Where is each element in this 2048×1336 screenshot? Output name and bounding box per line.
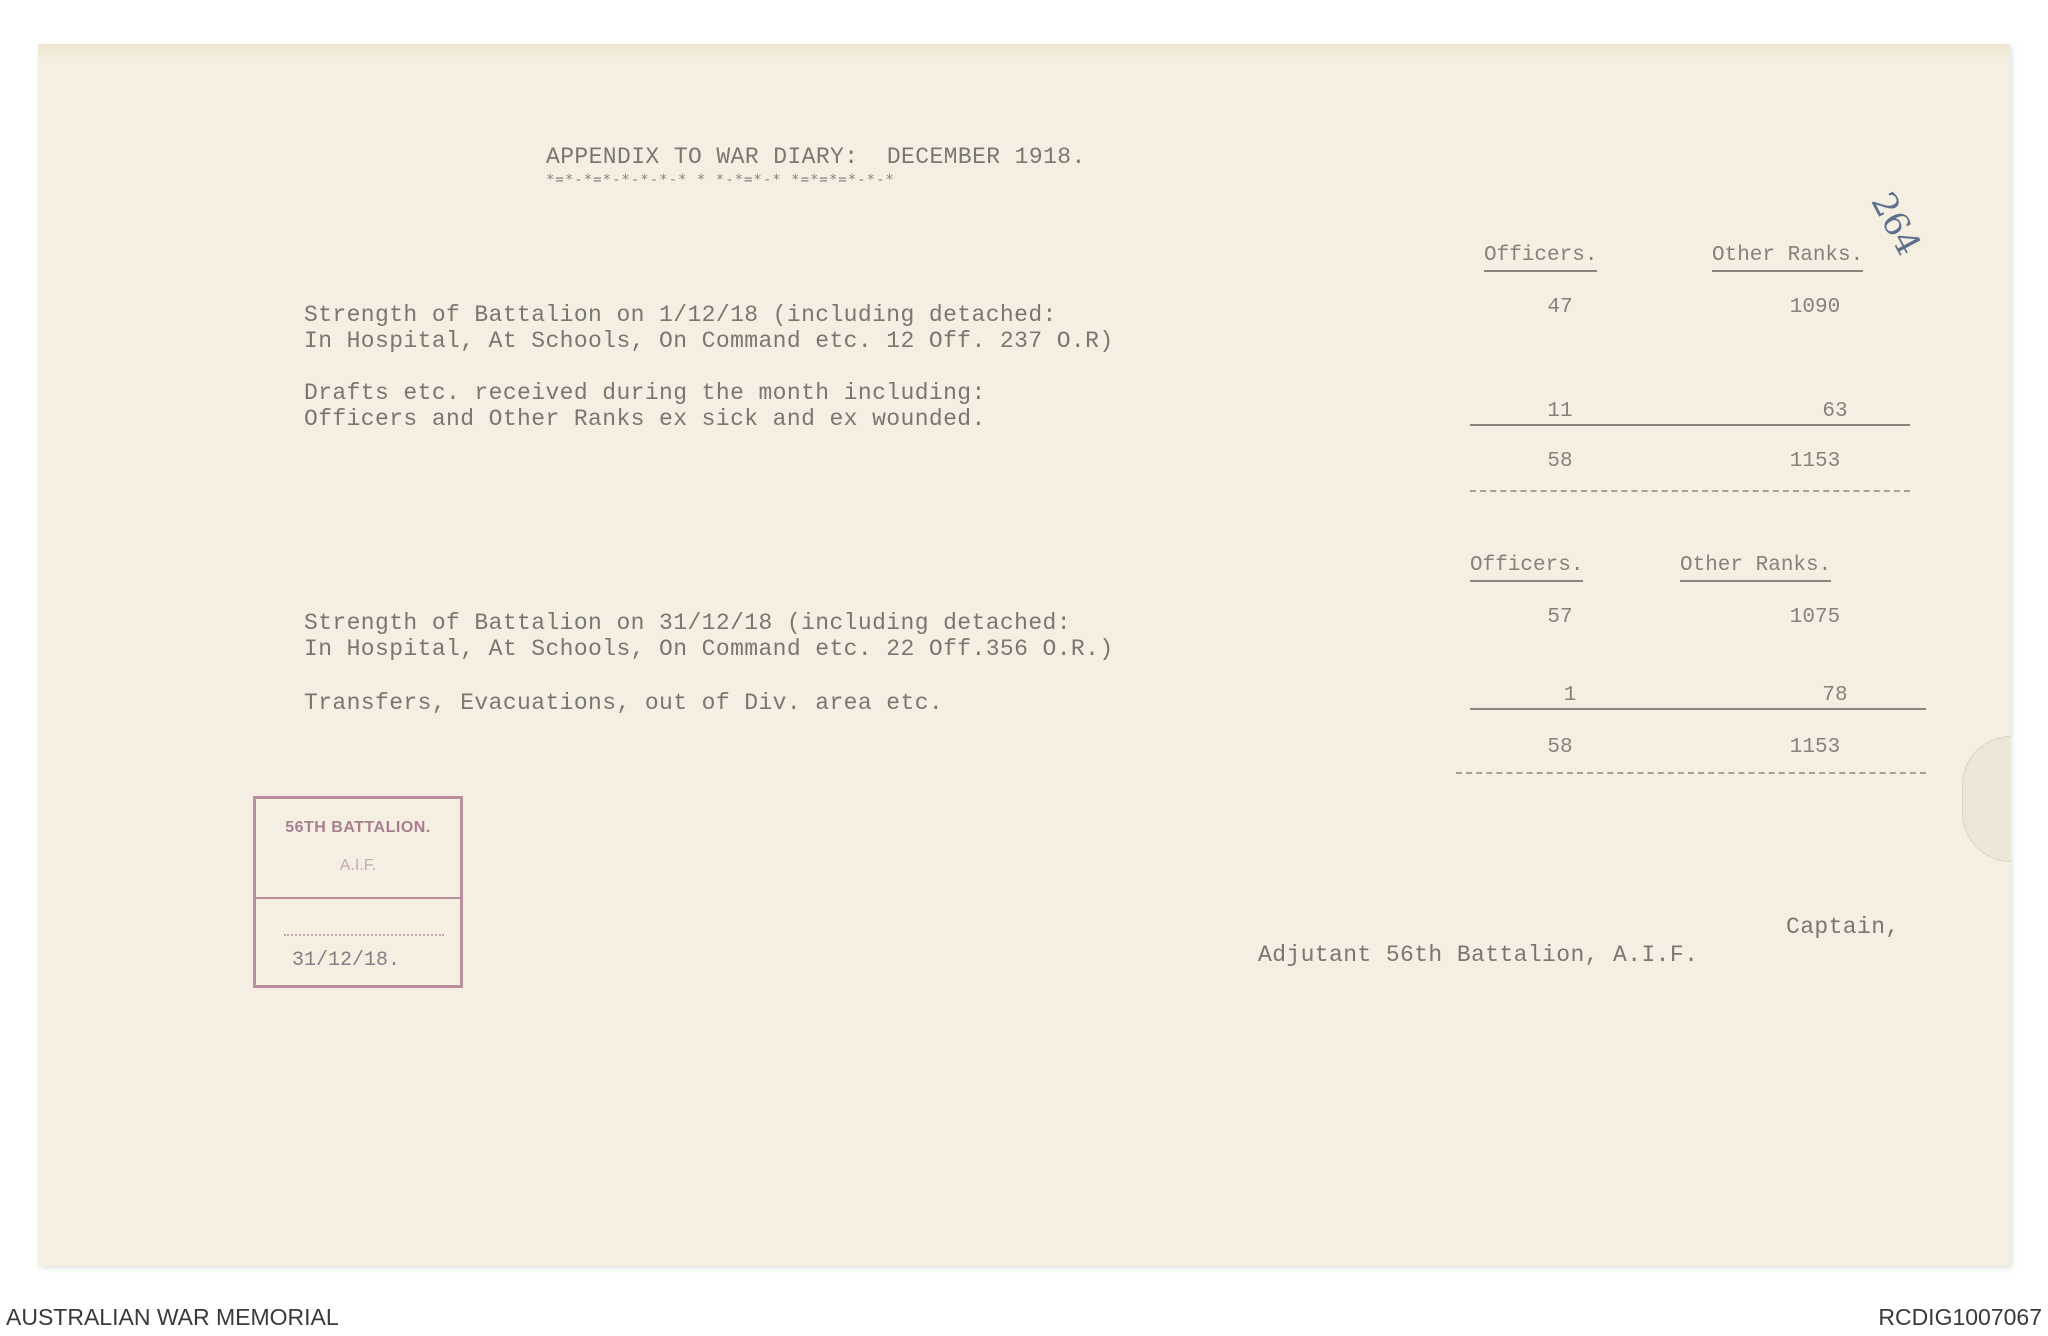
- strength-end-other-ranks: 1075: [1789, 606, 1841, 629]
- footer-record-id: RCDIG1007067: [1878, 1304, 2042, 1330]
- sum-rule: [1470, 424, 1910, 426]
- signature-title: Adjutant 56th Battalion, A.I.F.: [1258, 942, 1699, 968]
- total-other-ranks: 1153: [1789, 450, 1841, 473]
- stamp-divider: [256, 897, 460, 899]
- transfers-line: Transfers, Evacuations, out of Div. area etc.: [304, 690, 944, 716]
- strength-start-line1: Strength of Battalion on 1/12/18 (including detached:: [304, 302, 1057, 328]
- strength-start-line2: In Hospital, At Schools, On Command etc. 12 Off. 237 O.R): [304, 328, 1114, 354]
- heading-ornament: *=*-*=*-*-*-*-* * *-*=*-* *=*=*=*-*-*: [546, 172, 895, 188]
- drafts-officers: 11: [1547, 400, 1573, 423]
- drafts-other-ranks: 63: [1822, 400, 1848, 423]
- total-dashed-rule: [1470, 490, 1910, 492]
- handwritten-page-number: 264: [1862, 186, 1929, 263]
- stamp-dotted-line: [284, 934, 444, 936]
- page-heading: APPENDIX TO WAR DIARY: DECEMBER 1918.: [546, 144, 1086, 170]
- total-officers-2: 58: [1547, 736, 1573, 759]
- footer-institution: AUSTRALIAN WAR MEMORIAL: [6, 1304, 339, 1330]
- sum-rule-2: [1470, 708, 1926, 710]
- column-header-other-ranks: Other Ranks.: [1712, 244, 1863, 272]
- column-header-other-ranks-2: Other Ranks.: [1680, 554, 1831, 582]
- strength-end-line1: Strength of Battalion on 31/12/18 (including detached:: [304, 610, 1071, 636]
- transfers-other-ranks: 78: [1822, 684, 1848, 707]
- transfers-officers: 1: [1563, 684, 1577, 707]
- stamp-date: 31/12/18.: [292, 949, 401, 972]
- drafts-line2: Officers and Other Ranks ex sick and ex wounded.: [304, 406, 986, 432]
- column-header-officers-2: Officers.: [1470, 554, 1583, 582]
- total-officers: 58: [1547, 450, 1573, 473]
- total-other-ranks-2: 1153: [1789, 736, 1841, 759]
- strength-start-other-ranks: 1090: [1789, 296, 1841, 319]
- strength-start-officers: 47: [1547, 296, 1573, 319]
- drafts-line1: Drafts etc. received during the month including:: [304, 380, 986, 406]
- stamp-title: 56TH BATTALION.: [285, 819, 431, 836]
- signature-rank: Captain,: [1786, 914, 1900, 940]
- total-dashed-rule-2: [1456, 772, 1926, 774]
- strength-end-line2: In Hospital, At Schools, On Command etc. 22 Off.356 O.R.): [304, 636, 1114, 662]
- strength-end-officers: 57: [1547, 606, 1573, 629]
- stamp-subtitle: A.I.F.: [339, 857, 377, 874]
- battalion-stamp: [253, 796, 463, 988]
- column-header-officers: Officers.: [1484, 244, 1597, 272]
